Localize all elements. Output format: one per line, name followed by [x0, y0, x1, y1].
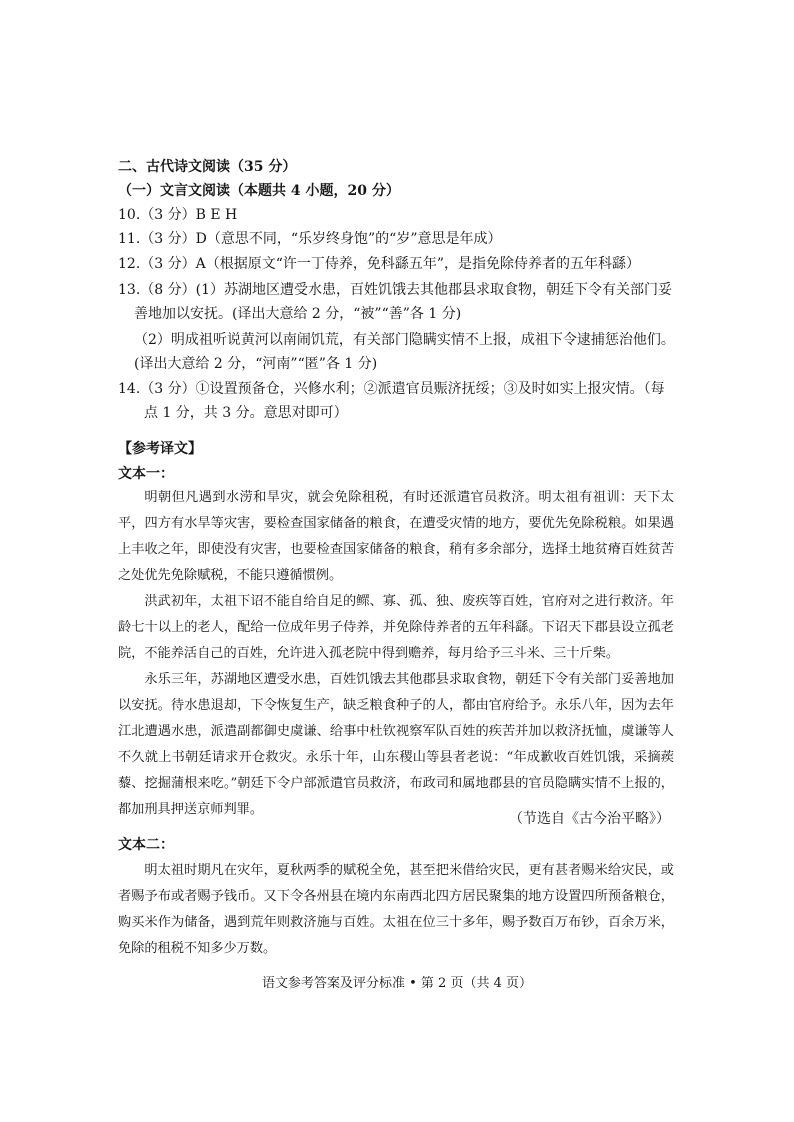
- text1-paragraph-2: 洪武初年，太祖下诏不能自给自足的鳏、寡、孤、独、废疾等百姓，官府对之进行救济。年龄七十以上的老人，配给一位成年男子侍养，并免除侍养者的五年科繇。下诏天下郡县设立孤老院，不能养活自己的百姓，允许进入孤老院中得到赡养，每月给予三斗米、三十斤柴。: [118, 594, 674, 661]
- answer-q12: 12.（3 分）A（根据原文“许一丁侍养，免科繇五年”，是指免除侍养者的五年科繇）: [118, 256, 641, 272]
- answer-q14-line2: 点 1 分，共 3 分。意思对即可）: [144, 405, 348, 421]
- text2-paragraph-1: 明太祖时期凡在灾年，夏秋两季的赋税全免，甚至把米借给灾民，更有甚者赐米给灾民，或者赐予布或者赐予钱币。又下令各州县在境内东南西北四方居民聚集的地方设置四所预备粮仓，购买米作为储备，遇到荒年则救济施与百姓。太祖在位三十多年，赐予数百万布钞，百余万米，免除的租税不知多少万数。: [118, 863, 674, 956]
- section-heading: 二、古代诗文阅读（35 分）: [118, 159, 297, 175]
- answer-q10: 10.（3 分）B E H: [118, 207, 238, 223]
- text1-paragraph-3: 永乐三年，苏湖地区遭受水患，百姓饥饿去其他郡县求取食物，朝廷下令有关部门妥善地加以安抚。待水患退却，下令恢复生产，缺乏粮食种子的人，都由官府给予。永乐八年，因为去年江北遭遇水患，派遣副都御史虞谦、给事中杜钦视察军队百姓的疾苦并加以救济抚恤，虞谦等人不久就上书朝廷请求开仓救灾。永乐十年，山东稷山等县者老说：“年成歉收百姓饥饿，采摘蒺藜、挖掘蒲根来吃。”朝廷下令户部派遣官员救济，布政司和属地郡县的官员隐瞒实情不上报的，都加刑具押送京师判罪。: [118, 672, 674, 817]
- text1-label: 文本一：: [118, 466, 174, 482]
- page-footer: 语文参考答案及评分标准 • 第 2 页（共 4 页）: [261, 976, 532, 991]
- answer-q13-line4: (译出大意给 2 分，“河南”“匿”各 1 分): [134, 356, 378, 372]
- answer-q13-line1: 13.（8 分）(1）苏湖地区遭受水患，百姓饥饿去其他郡县求取食物，朝廷下令有关部门妥: [118, 282, 672, 298]
- answer-q11: 11.（3 分）D（意思不同，“乐岁终身饱”的“岁”意思是年成）: [118, 231, 502, 247]
- answer-q14-line1: 14.（3 分）①设置预备仓，兴修水利；②派遣官员赈济抚绥；③及时如实上报灾情。（每: [118, 381, 665, 397]
- text1-source: （节选自《古今治平略》）: [509, 811, 670, 827]
- subsection-heading: （一）文言文阅读（本题共 4 小题，20 分）: [118, 183, 400, 199]
- answer-q13-line3: （2）明成祖听说黄河以南闹饥荒，有关部门隐瞒实情不上报，成祖下令逮捕惩治他们。: [134, 332, 675, 348]
- translation-heading: 【参考译文】: [118, 441, 202, 457]
- text2-label: 文本二：: [118, 837, 174, 853]
- answer-q13-line2: 善地加以安抚。(译出大意给 2 分，“被”“善”各 1 分): [134, 306, 462, 322]
- text1-paragraph-1: 明朝但凡遇到水涝和旱灾，就会免除租税，有时还派遣官员救济。明太祖有祖训：天下太平，四方有水旱等灾害，要检查国家储备的粮食，在遭受灾情的地方，要优先免除税粮。如果遇上丰收之年，即使没有灾害，也要检查国家储备的粮食，稍有多余部分，选择土地贫瘠百姓贫苦之处优先免除赋税，不能只遵循惯例。: [118, 490, 674, 583]
